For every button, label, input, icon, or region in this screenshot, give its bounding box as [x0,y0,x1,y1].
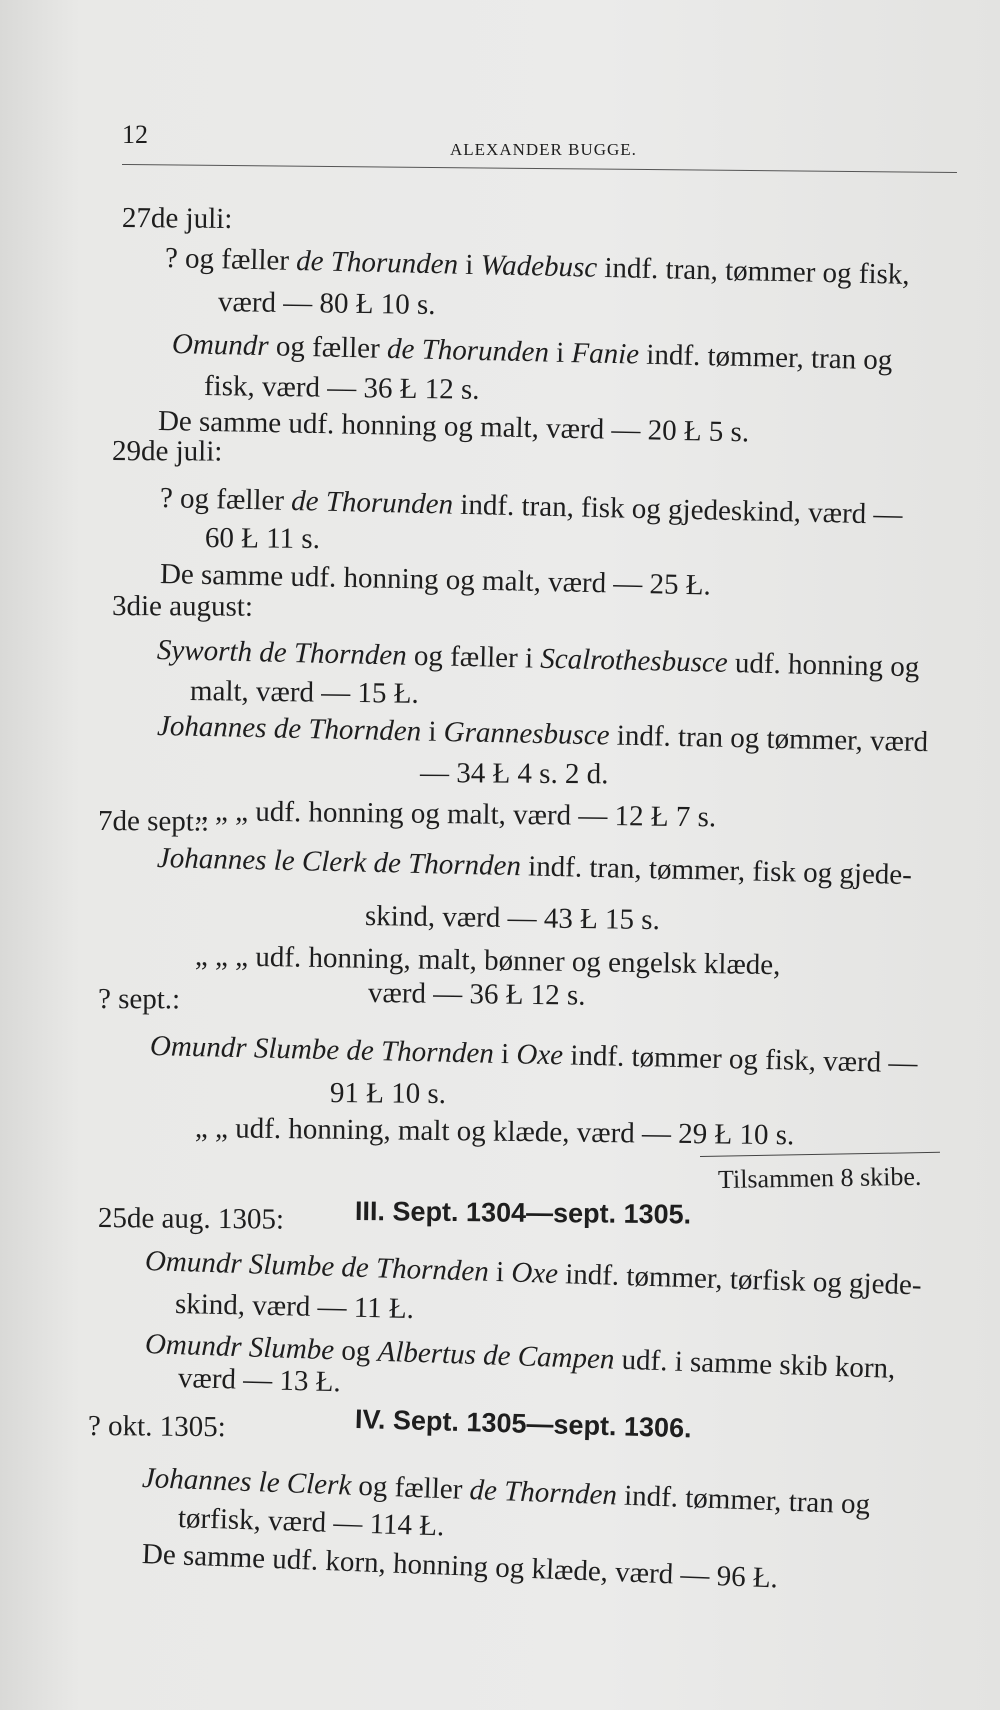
entry-line: fisk, værd — 36 Ł 12 s. [203,370,480,406]
entry-line: „ „ „ udf. honning, malt, bønner og engelsk klæde, [194,940,781,982]
entry-line: De samme udf. korn, honning og klæde, værd — 96 Ł. [141,1538,779,1595]
entry-line: malt, værd — 15 Ł. [189,675,419,710]
entry-line: Omundr Slumbe de Thornden i Oxe indf. tømmer, tørfisk og gjede- [144,1245,923,1302]
entry-line: De samme udf. honning og malt, værd — 25 Ł. [159,558,712,602]
entry-line: — 34 Ł 4 s. 2 d. [419,757,609,791]
entry-line: tørfisk, værd — 114 Ł. [177,1502,445,1543]
entry-line: Syworth de Thornden og fæller i Scalrothesbusce udf. honning og [156,634,920,684]
date-label: 25de aug. 1305: [97,1202,285,1236]
date-label: ? sept.: [97,983,181,1016]
entry-line: Omundr og fæller de Thorunden i Fanie indf. tømmer, tran og [171,328,893,377]
date-label: 29de juli: [111,435,223,468]
date-label: 3die august: [111,590,254,623]
header-rule [122,164,957,173]
entry-line: værd — 13 Ł. [177,1362,342,1399]
entry-line: Omundr Slumbe de Thornden i Oxe indf. tømmer og fisk, værd — [149,1030,918,1080]
section-heading-iv: IV. Sept. 1305—sept. 1306. [354,1404,693,1444]
total-line: Tilsammen 8 skibe. [717,1161,922,1194]
running-title: ALEXANDER BUGGE. [450,140,637,159]
entry-line: værd — 36 Ł 12 s. [367,977,586,1012]
entry-line: Johannes le Clerk og fæller de Thornden indf. tømmer, tran og [141,1462,871,1521]
entry-line: Omundr Slumbe og Albertus de Campen udf. i samme skib korn, [144,1328,896,1385]
date-label: ? okt. 1305: [87,1410,226,1444]
entry-line: skind, værd — 11 Ł. [174,1288,415,1326]
date-label: 7de sept.: [97,805,210,838]
entry-line: De samme udf. honning og malt, værd — 20 Ł 5 s. [157,405,750,449]
entry-line: „ „ „ udf. honning og malt, værd — 12 Ł 7 s. [194,795,717,834]
entry-line: 60 Ł 11 s. [204,522,321,556]
entry-line: ? og fæller de Thorunden indf. tran, fisk og gjedeskind, værd — [159,482,903,531]
entry-line: Johannes de Thornden i Grannesbusce indf. tran og tømmer, værd [156,710,929,759]
entry-line: Johannes le Clerk de Thornden indf. tran, tømmer, fisk og gjede- [156,842,913,892]
entry-line: 91 Ł 10 s. [329,1077,447,1111]
entry-line: ? og fæller de Thorunden i Wadebusc indf. tran, tømmer og fisk, [164,242,910,291]
section-heading-iii: III. Sept. 1304—sept. 1305. [354,1196,692,1230]
entry-line: værd — 80 Ł 10 s. [217,286,436,322]
date-label: 27de juli: [121,202,233,235]
entry-line: skind, værd — 43 Ł 15 s. [364,900,661,937]
total-rule [700,1152,940,1157]
entry-line: „ „ udf. honning, malt og klæde, værd — 29 Ł 10 s. [194,1112,795,1152]
page-number: 12 [122,120,148,149]
